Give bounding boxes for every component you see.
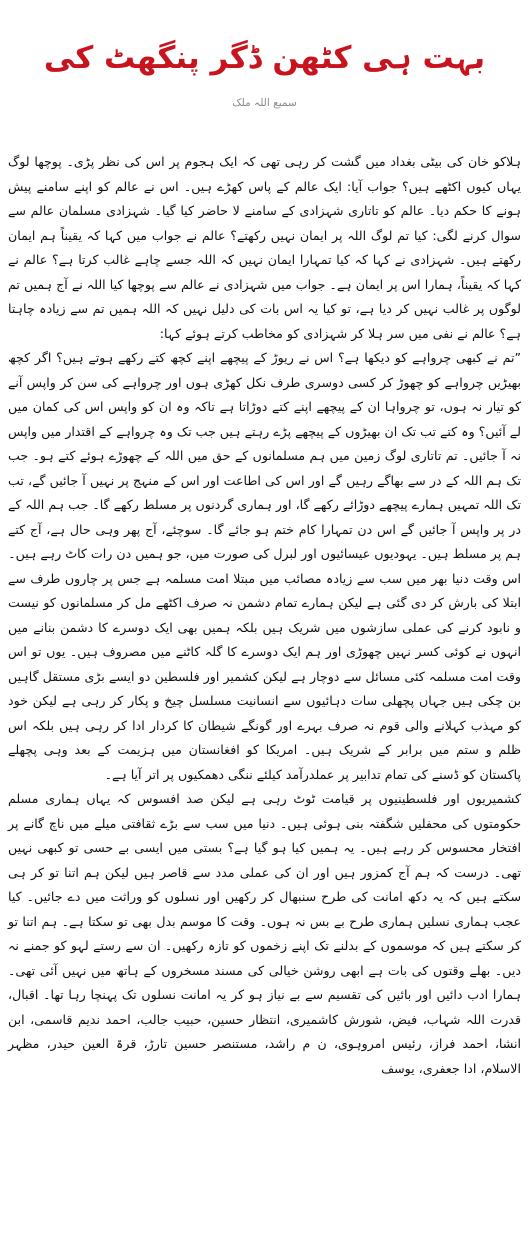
paragraph-3: اس وقت دنیا بھر میں سب سے زیادہ مصائب میں مبتلا امت مسلمہ ہے جس پر چاروں طرف سے ابتلا کی بارش کر دی گئی ہے لیکن ہمارے تمام دشمن نہ صرف اکٹھے مل کر مسلمانوں کو نیست و نابود کرنے کی عملی سازشوں میں شریک ہیں بلکہ ہمیں بھی ایک دوسرے کا دشمن بنانے میں انہوں نے کوئی کسر نہیں چھوڑی اور ہم ایک دوسرے کا گلہ کاٹنے میں مصروف ہیں۔ یوں تو اس وقت امت مسلمہ کئی مسائل سے دوچار ہے لیکن کشمیر اور فلسطین دو ایسے بڑی مستقل گاہیں بن چکی ہیں جہاں پچھلی سات دہائیوں سے انسانیت مسلسل چیخ و پکار کر رہی ہے لیکن خود کو مہذب کہلانے والی قوم نہ صرف بہرے اور گونگے شیطان کا کردار ادا کر رہی ہیں بلکہ اس ظلم و ستم میں برابر کے شریک ہیں۔ امریکا کو افغانستان میں ہزیمت کے بعد وہی پچھلے پاکستان کو ڈسنے کی تمام تدابیر پر عملدرآمد کیلئے ننگی دھمکیوں پر اتر آیا ہے۔ (8, 570, 521, 782)
article-title: بہت ہی کٹھن ڈگر پنگھٹ کی (43, 40, 486, 76)
paragraph-2-quote: ”تم نے کبھی چرواہے کو دیکھا ہے؟ اس نے ریوڑ کے پیچھے اپنے کچھ کتے رکھے ہوتے ہیں؟ اگر کچھ بھیڑیں چرواہے کو چھوڑ کر کسی دوسری طرف نکل کھڑی ہوں اور چرواہے کی سن کر واپس آنے کو تیار نہ ہوں، تو چرواہا ان کے پیچھے اپنے کتے دوڑاتا ہے تاکہ وہ ان کو واپس اس کی کمان میں لے آئیں؟ وہ کتے تب تک ان بھیڑوں کے پیچھے پڑے رہتے ہیں جب تک وہ چرواہے کے اقتدار میں واپس نہ آ جائیں۔ تم تاتاری لوگ زمین میں ہم مسلمانوں کے حق میں اللہ کے چھوڑے ہوئے کتے ہو۔ جب تک ہم اللہ کے در سے بھاگے رہیں گے اور اس کی اطاعت اور اس کے منہج پر نہیں آ جائیں گے، تب تک اللہ تمہیں ہمارے پیچھے دوڑائے رکھے گا، اور ہماری گردنوں پر مسلط رکھے گا۔ جب ہم اللہ کے در پر واپس آ جائیں گے اس دن تمہارا کام ختم ہو جائے گا۔ سوچئے، آج پھر وہی حال ہے، آج کتے ہم پر مسلط ہیں۔ یہودیوں عیسائیوں اور لبرل کی صورت میں، جو ہمیں دن رات کاٹ رہے ہیں۔ (8, 350, 521, 561)
paragraph-1: ہلاکو خان کی بیٹی بغداد میں گشت کر رہی تھی کہ ایک ہجوم پر اس کی نظر پڑی۔ پوچھا لوگ یہاں کیوں اکٹھے ہیں؟ جواب آیا: ایک عالم کے پاس کھڑے ہیں۔ اس نے عالم کو اپنے سامنے پیش ہونے کا حکم دیا۔ عالم کو تاتاری شہزادی کے سامنے لا حاضر کیا گیا۔ شہزادی مسلمان عالم سے سوال کرنے لگی: کیا تم لوگ اللہ پر ایمان نہیں رکھتے؟ عالم نے جواب میں کہا کہ یقیناً ہم ایمان رکھتے ہیں۔ شہزادی نے کہا کہ کیا تمہارا ایمان نہیں کہ اللہ جسے چاہے غالب کرتا ہے؟ عالم نے کہا کہ یقیناً، ہمارا اس پر ایمان ہے۔ جواب میں شہزادی نے عالم سے پوچھا کیا اللہ نے آج ہمیں تم لوگوں پر غالب نہیں کر دیا ہے، تو کیا یہ اس بات کی دلیل نہیں کہ اللہ ہمیں تم سے زیادہ چاہتا ہے؟ عالم نے نفی میں سر ہلا کر شہزادی کو مخاطب کرتے ہوئے کہا: (8, 154, 521, 341)
article-body (8, 150, 521, 1081)
author-name: سمیع اللہ ملک (232, 97, 297, 109)
paragraph-4: کشمیریوں اور فلسطینیوں پر قیامت ٹوٹ رہی ہے لیکن صد افسوس کہ یہاں ہماری مسلم حکومتوں کی محفلیں شگفتہ بنی ہوئی ہیں۔ دنیا میں سب سے بڑے ثقافتی میلے میں ناچ گانے پر افتخار محسوس کر رہے ہیں۔ یہ ہمیں کیا ہو گیا ہے؟ بستی میں ایسی بے حسی تو کبھی نہیں تھی۔ درست کہ ہم آج کمزور ہیں اور ان کی عملی مدد سے قاصر ہیں لیکن ہم اتنا تو کر ہی سکتے ہیں کہ یہ دکھ امانت کی طرح سنبھال کر رکھیں اور نسلوں کو وراثت میں دے جائیں۔ کیا عجب ہماری نسلیں ہماری طرح بے بس نہ ہوں۔ وقت کا موسم بدل بھی تو سکتا ہے۔ ہم اتنا تو کر سکتے ہیں کہ موسموں کے بدلنے تک اپنے زخموں کو تازہ رکھیں۔ ان سے رستے لہو کو جمنے نہ دیں۔ بھلے وقتوں کی بات ہے ابھی روشن خیالی کی مسند مسخروں کے ہاتھ میں نہیں آئی تھی۔ ہمارا ادب دائیں اور بائیں کی تقسیم سے بے نیاز ہو کر یہ امانت نسلوں تک پہنچا رہا تھا۔ اقبال، قدرت اللہ شہاب، فیض، شورش کاشمیری، انتظار حسین، حبیب جالب، احمد ندیم قاسمی، ابن انشا، احمد فراز، رئیس امروہوی، ن م راشد، مستنصر حسین تارڑ، قرۃ العین حیدر، مظہر الاسلام، ادا جعفری، یوسف (8, 791, 521, 1076)
